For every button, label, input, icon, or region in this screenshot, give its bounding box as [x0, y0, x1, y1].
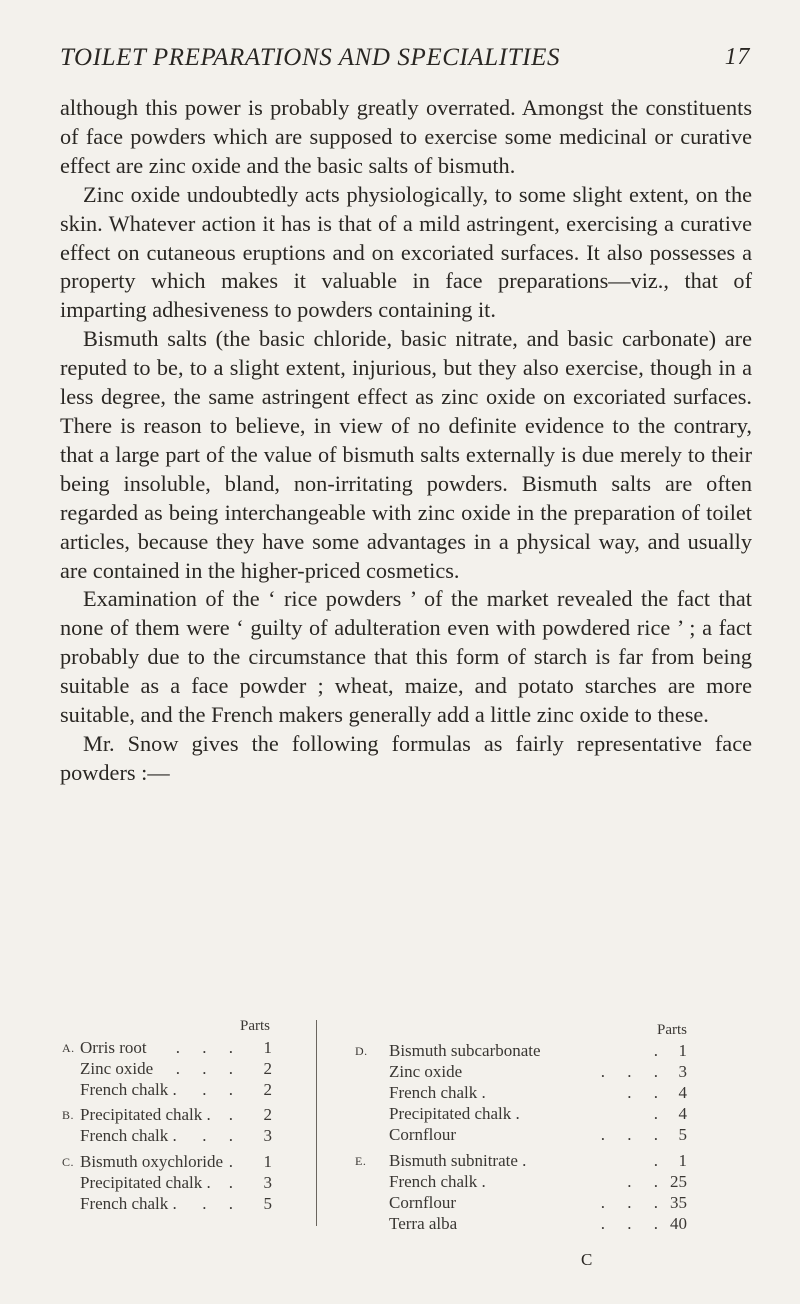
formula-row: [355, 1150, 705, 1172]
ingredient-name: Cornflour: [389, 1125, 457, 1144]
ingredient-name: French chalk .: [80, 1126, 177, 1145]
formula-row: [355, 1040, 705, 1062]
leader-dots: .: [228, 1173, 242, 1192]
parts-value: 5: [678, 1125, 687, 1144]
ingredient-name: Orris root: [80, 1038, 147, 1057]
running-title: TOILET PREPARATIONS AND SPECIALITIES: [60, 44, 561, 71]
ingredient-name: French chalk .: [80, 1194, 177, 1213]
parts-value: 2: [263, 1105, 272, 1124]
formula-row: [355, 1124, 705, 1146]
ingredient-name: Terra alba: [389, 1214, 458, 1233]
ingredient-name: Bismuth subnitrate .: [389, 1151, 527, 1170]
formula-row: [62, 1058, 278, 1080]
parts-value: 4: [678, 1104, 687, 1123]
formula-row: [62, 1079, 278, 1101]
ingredient-name: Bismuth subcarbonate: [389, 1041, 541, 1060]
leader-dots: . . .: [600, 1214, 667, 1233]
ingredient-name: French chalk .: [80, 1080, 177, 1099]
ingredient-name: Bismuth oxychloride: [80, 1152, 224, 1171]
parts-header: Parts: [240, 1018, 270, 1034]
parts-value: 3: [263, 1173, 272, 1192]
parts-value: 1: [263, 1038, 272, 1057]
table-divider: [316, 1020, 317, 1226]
leader-dots: .: [653, 1041, 667, 1060]
parts-value: 2: [263, 1080, 272, 1099]
leader-dots: . . .: [600, 1062, 667, 1081]
formula-row: [355, 1192, 705, 1214]
leader-dots: .: [228, 1105, 242, 1124]
formula-letter: C.: [62, 1155, 75, 1169]
ingredient-name: Precipitated chalk .: [80, 1105, 211, 1124]
formula-row: [355, 1103, 705, 1125]
leader-dots: . .: [627, 1172, 667, 1191]
ingredient-name: Zinc oxide: [80, 1059, 154, 1078]
parts-header: Parts: [657, 1022, 687, 1038]
formula-row: [62, 1104, 278, 1126]
leader-dots: .: [653, 1104, 667, 1123]
formula-row: [62, 1037, 278, 1059]
parts-value: 2: [263, 1059, 272, 1078]
ingredient-name: French chalk .: [389, 1083, 486, 1102]
formula-letter: A.: [62, 1041, 75, 1055]
leader-dots: . . .: [175, 1038, 242, 1057]
ingredient-name: Precipitated chalk .: [389, 1104, 520, 1123]
formula-letter: B.: [62, 1108, 75, 1122]
formula-letter: E.: [355, 1154, 367, 1168]
formula-row: [355, 1061, 705, 1083]
leader-dots: .: [228, 1152, 242, 1171]
parts-value: 1: [678, 1041, 687, 1060]
paragraph: Mr. Snow gives the following formulas as fairly representative face powders :—: [60, 730, 752, 785]
leader-dots: . . .: [175, 1059, 242, 1078]
body-text: [60, 94, 752, 788]
parts-value: 1: [678, 1151, 687, 1170]
parts-value: 1: [263, 1152, 272, 1171]
parts-value: 35: [670, 1193, 687, 1212]
parts-value: 25: [670, 1172, 687, 1191]
page-number: 17: [724, 44, 750, 70]
leader-dots: . .: [202, 1194, 242, 1213]
ingredient-name: Cornflour: [389, 1193, 457, 1212]
formula-row: [355, 1082, 705, 1104]
formula-row: [355, 1171, 705, 1193]
formula-row: [62, 1125, 278, 1147]
formula-row: [62, 1151, 278, 1173]
leader-dots: . .: [627, 1083, 667, 1102]
paragraph: Zinc oxide undoubtedly acts physiologically, to some slight extent, on the skin. Whatever action it has is that of a mild astringent, exercising a curative effect on cutaneous eruptions and on excoriated surfaces. It also possesses a property which makes it valuable in face preparations—viz., that of imparting adhesiveness to powders containing it.: [60, 181, 752, 323]
parts-value: 40: [670, 1214, 687, 1233]
parts-value: 3: [678, 1062, 687, 1081]
leader-dots: . .: [202, 1080, 242, 1099]
ingredient-name: Precipitated chalk .: [80, 1173, 211, 1192]
formula-row: [62, 1172, 278, 1194]
leader-dots: .: [653, 1151, 667, 1170]
paragraph: although this power is probably greatly overrated. Amongst the constituents of face powders which are supposed to exercise some medicinal or curative effect are zinc oxide and the basic salts of bismuth.: [60, 95, 752, 178]
paragraph: Examination of the ‘ rice powders ’ of the market revealed the fact that none of them were ‘ guilty of adulteration even with powdered rice ’ ; a fact probably due to the circumstance that this form of starch is far from being suitable as a face powder ; wheat, maize, and potato starches are more suitable, and the French makers generally add a little zinc oxide to these.: [60, 586, 752, 728]
parts-value: 5: [263, 1194, 272, 1213]
leader-dots: . . .: [600, 1125, 667, 1144]
formula-letter: D.: [355, 1044, 368, 1058]
paragraph: Bismuth salts (the basic chloride, basic nitrate, and basic carbonate) are reputed to be, to a slight extent, injurious, but they also exercise, though in a less degree, the same astringent effect as zinc oxide on excoriated surfaces. There is reason to believe, in view of no definite evidence to the contrary, that a large part of the value of bismuth salts externally is due merely to their being insoluble, bland, non-irritating powders. Bismuth salts are often regarded as being interchangeable with zinc oxide in the preparation of toilet articles, because they have some advantages in a physical way, and usually are contained in the higher-priced cosmetics.: [60, 326, 752, 583]
leader-dots: . . .: [600, 1193, 667, 1212]
ingredient-name: French chalk .: [389, 1172, 486, 1191]
parts-value: 4: [678, 1083, 687, 1102]
parts-value: 3: [263, 1126, 272, 1145]
signature-mark: C: [581, 1250, 593, 1269]
leader-dots: . .: [202, 1126, 242, 1145]
formula-row: [62, 1193, 278, 1215]
ingredient-name: Zinc oxide: [389, 1062, 463, 1081]
formula-row: [355, 1213, 705, 1235]
